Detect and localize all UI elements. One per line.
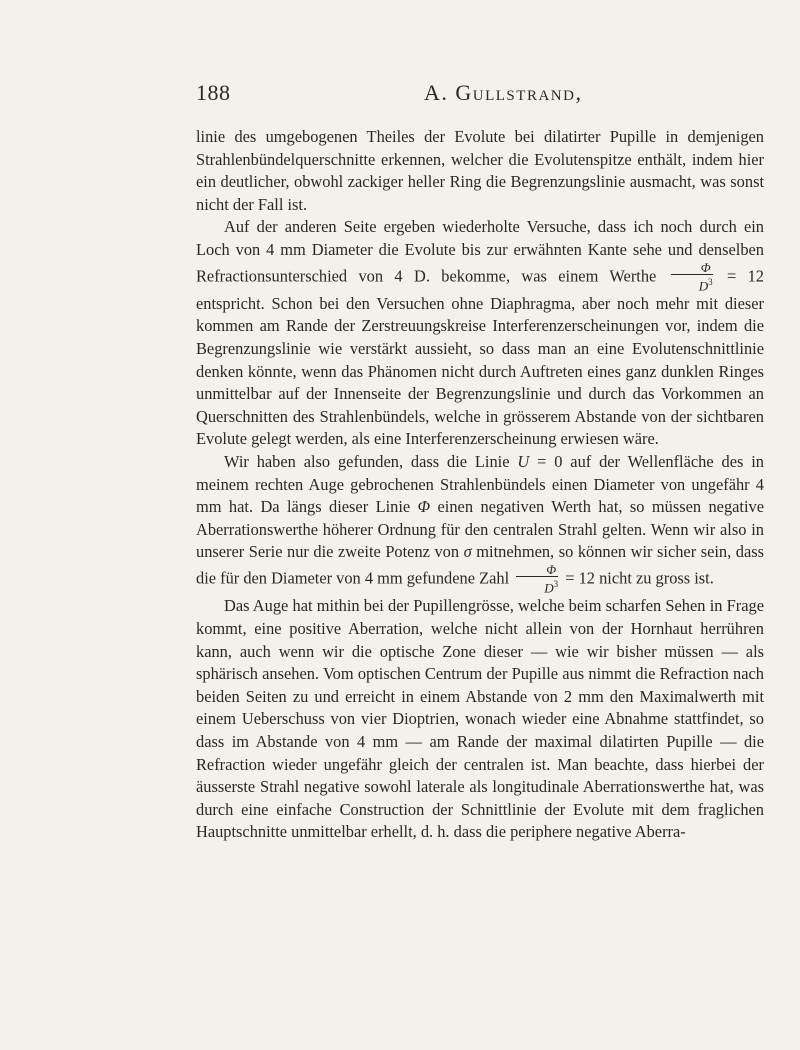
paragraph-4 (196, 595, 764, 844)
paragraph-1 (196, 126, 764, 216)
paragraph-3: Wir haben also gefunden, dass die Linie U = 0 auf der Wellenfläche des in meinem rechten Auge gebrochenen Strahlenbündels einen Diameter von ungefähr 4 mm hat. Da längs dieser Linie Φ einen negativen Werth hat, so müssen negative Aberrationswerthe höherer Ordnung für den centralen Strahl gelten. Wenn wir also in unserer Serie nur die zweite Potenz von σ mitnehmen, so können wir sicher sein, dass die für den Diameter von 4 mm gefundene Zahl $\frac{\Phi}{D^3}$ = 12 nicht zu gross ist. (196, 452, 765, 596)
paragraph-2 (196, 216, 764, 451)
variable-u: U (517, 452, 530, 472)
page-number: 188 (196, 80, 231, 105)
body-text (196, 126, 764, 844)
fraction-numerator: Φ (671, 261, 713, 275)
author-initial: A. (424, 80, 449, 105)
fraction-denominator: $D^3$ (544, 579, 559, 596)
paragraph-2-after: = 12 entspricht. Schon bei den Versuchen ohne Diaphragma, aber noch mehr mit dieser kommen am Rande der Zerstreuungskreise Interferenzerscheinungen vor, indem die Begrenzungslinie wie verstärkt aussieht, so dass man an eine Evolutenschnittlinie denken könnte, wenn das Phänomen nicht durch Auftreten eines ganz dunklen Ringes unmittelbar auf der Innenseite der Begrenzungslinie und durch das Vorkommen an Querschnitten des Strahlenbündels, welche in grösserem Abstande von der sichtbaren Evolute gelegt werden, als eine Interferenzerscheinung erwiesen wäre. (196, 266, 764, 449)
paragraph-2-before: Auf der anderen Seite ergeben wiederholte Versuche, dass ich noch durch ein Loch von 4 mm Diameter die Evolute bis zur erwähnten Kante sehe und denselben Refractionsunterschied von 4 D. bekomme, was einem Werthe (196, 217, 764, 285)
variable-phi: Φ (417, 497, 431, 517)
paragraph-1-text: linie des umgebogenen Theiles der Evolute bei dilatirter Pupille in demjenigen Strahlenbündelquerschnitte erkennen, welcher die Evolutenspitze enthält, indem hier ein deutlicher, obwohl zackiger heller Ring die Begrenzungslinie ausmacht, was sonst nicht der Fall ist. (196, 127, 764, 214)
author-name: Gullstrand, (455, 80, 583, 105)
fraction-phi-over-d3-second (516, 563, 558, 594)
running-head (424, 80, 582, 106)
fraction-numerator: Φ (516, 563, 558, 577)
variable-sigma: σ (463, 542, 472, 562)
paragraph-4-text: Das Auge hat mithin bei der Pupillengrösse, welche beim scharfen Sehen in Frage kommt, eine positive Aberration, welche nicht allein von der Hornhaut herrühren kann, auch wenn wir die optische Zone dieser — wie wir bisher müssen — als sphärisch ansehen. Vom optischen Centrum der Pupille aus nimmt die Refraction nach beiden Seiten zu und erreicht in einem Abstande von 2 mm den Maximalwerth mit einem Ueberschuss von vier Dioptrien, wonach wieder eine Abnahme stattfindet, so dass im Abstande von 4 mm — am Rande der maximal dilatirten Pupille — die Refraction wieder ungefähr gleich der centralen ist. Man beachte, dass hierbei der äusserste Strahl negative sowohl laterale als longitudinale Aberrationswerthe hat, was durch eine einfache Construction der Schnittlinie der Evolute mit dem fraglichen Hauptschnitte unmittelbar erhellt, d. h. dass die periphere negative Aberra- (196, 596, 764, 842)
page-header (196, 80, 583, 114)
fraction-phi-over-d3 (671, 261, 713, 292)
fraction-denominator: $D^3$ (698, 276, 713, 293)
